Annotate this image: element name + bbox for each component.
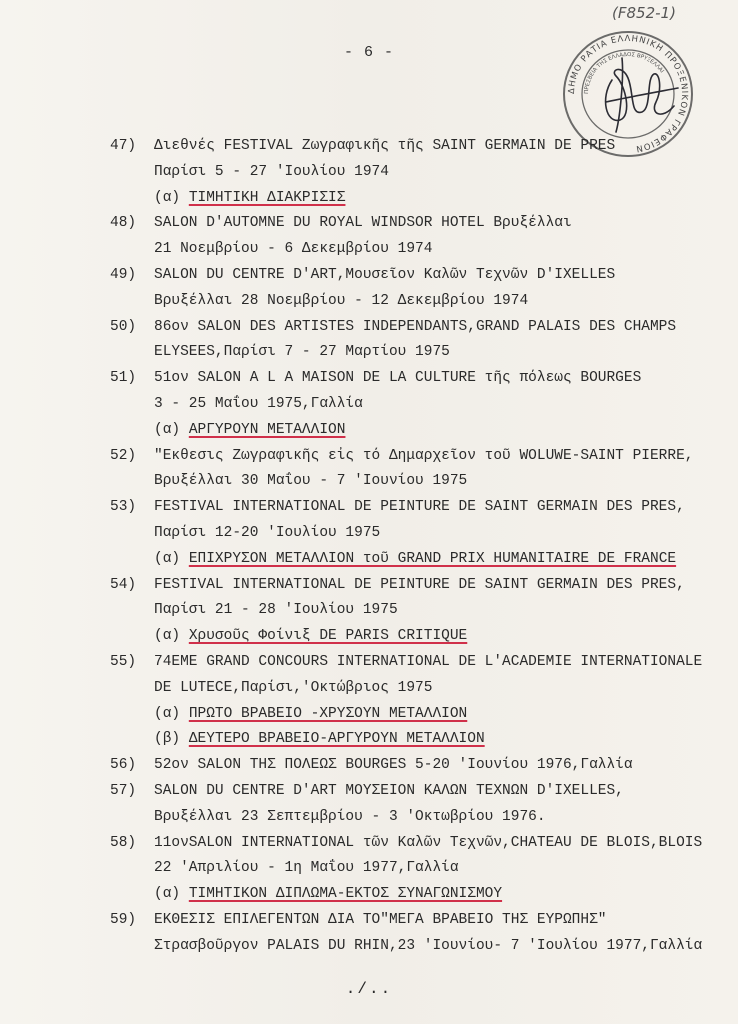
award-line xyxy=(110,186,720,212)
exhibition-entry xyxy=(110,444,720,470)
award-line xyxy=(110,624,720,650)
entry-number: 51) xyxy=(110,370,137,387)
award-label: (α) xyxy=(154,189,189,206)
exhibition-entry xyxy=(110,779,720,805)
entry-detail-line xyxy=(110,289,720,315)
entry-text: Βρυξέλλαι 30 Μαΐου - 7 'Ιουνίου 1975 xyxy=(154,473,468,490)
page-number: - 6 - xyxy=(343,44,394,61)
award-title: ΔΕΥΤΕΡΟ ΒΡΑΒΕΙΟ-ΑΡΓΥΡΟΥΝ ΜΕΤΑΛΛΙΟΝ xyxy=(188,731,485,748)
entry-text: 22 'Απριλίου - 1η Μαΐου 1977,Γαλλία xyxy=(154,860,459,877)
entry-detail-line xyxy=(110,160,720,186)
award-title: ΤΙΜΗΤΙΚΗ ΔΙΑΚΡΙΣΙΣ xyxy=(188,189,346,206)
entry-number: 52) xyxy=(110,447,137,464)
entry-text: DE LUTECE,Παρίσι,'Οκτώβριος 1975 xyxy=(154,679,433,696)
entry-detail-line xyxy=(110,856,720,882)
award-line xyxy=(110,702,720,728)
entry-text: Διεθνές FESTIVAL Ζωγραφικῆς τῆς SAINT GERMAIN DE PRES xyxy=(154,138,616,154)
exhibition-entry xyxy=(110,753,720,779)
entry-text: 3 - 25 Μαΐου 1975,Γαλλία xyxy=(154,395,363,412)
award-title: ΕΠΙΧΡΥΣΟΝ ΜΕΤΑΛΛΙΟΝ τοῦ GRAND PRIX HUMANITAIRE DE FRANCE xyxy=(188,550,677,567)
award-line xyxy=(110,418,720,444)
entry-text: FESTIVAL INTERNATIONAL DE PEINTURE DE SAINT GERMAIN DES PRES, xyxy=(154,576,685,593)
entry-number: 47) xyxy=(110,138,137,154)
entry-detail-line xyxy=(110,237,720,263)
exhibition-entry xyxy=(110,831,720,857)
entry-text: SALON DU CENTRE D'ART ΜΟΥΣΕΙΟΝ ΚΑΛΩΝ ΤΕΧΝΩΝ D'IXELLES, xyxy=(154,782,624,799)
award-line xyxy=(110,882,720,908)
entry-text: ELYSEES,Παρίσι 7 - 27 Μαρτίου 1975 xyxy=(154,344,450,361)
continuation-mark: ./.. xyxy=(345,980,393,998)
entry-text: Παρίσι 21 - 28 'Ιουλίου 1975 xyxy=(154,602,398,619)
exhibition-entry xyxy=(110,366,720,392)
award-label: (β) xyxy=(154,731,189,748)
award-label: (α) xyxy=(154,628,189,645)
entry-detail-line xyxy=(110,934,720,960)
entry-number: 55) xyxy=(110,653,137,670)
entry-number: 54) xyxy=(110,576,137,593)
award-line xyxy=(110,727,720,753)
award-label: (α) xyxy=(154,705,189,722)
award-label: (α) xyxy=(154,886,189,903)
entry-detail-line xyxy=(110,392,720,418)
entry-number: 57) xyxy=(110,782,137,799)
entry-number: 58) xyxy=(110,834,137,851)
exhibition-entry xyxy=(110,650,720,676)
entry-detail-line xyxy=(110,469,720,495)
entry-text: ΕΚΘΕΣΙΣ ΕΠΙΛΕΓΕΝΤΩΝ ΔΙΑ ΤΟ"ΜΕΓΑ ΒΡΑΒΕΙΟ ΤΗΣ ΕΥΡΩΠΗΣ" xyxy=(154,911,607,928)
entry-number: 50) xyxy=(110,318,137,335)
award-title: ΑΡΓΥΡΟΥΝ ΜΕΤΑΛΛΙΟΝ xyxy=(188,421,346,438)
entry-text: 51ον SALON A L A MAISON DE LA CULTURE τῆς πόλεως BOURGES xyxy=(154,370,642,387)
entry-text: Παρίσι 5 - 27 'Ιουλίου 1974 xyxy=(154,163,389,180)
exhibition-entry xyxy=(110,315,720,341)
entry-text: SALON DU CENTRE D'ART,Μουσεῖον Καλῶν Τεχνῶν D'IXELLES xyxy=(154,266,616,283)
entry-detail-line xyxy=(110,598,720,624)
exhibition-entry xyxy=(110,211,720,237)
entry-text: Βρυξέλλαι 28 Νοεμβρίου - 12 Δεκεμβρίου 1974 xyxy=(154,292,529,309)
award-label: (α) xyxy=(154,421,189,438)
exhibition-entry xyxy=(110,908,720,934)
exhibition-entry xyxy=(110,263,720,289)
exhibition-entry xyxy=(110,134,720,160)
exhibition-entry xyxy=(110,573,720,599)
entry-detail-line xyxy=(110,521,720,547)
entry-number: 48) xyxy=(110,215,137,232)
entry-number: 49) xyxy=(110,266,137,283)
entry-number: 56) xyxy=(110,757,137,774)
stamp-ring-text: ΔΗΜΟ ΡΑΤΙΑ ΕΛΛΗΝΙΚΗ ΠΡΟΞΕΝΙΚΟΝ ΓΡΑΦΕΙΟΝ xyxy=(566,33,690,154)
entry-text: FESTIVAL INTERNATIONAL DE PEINTURE DE SAINT GERMAIN DES PRES, xyxy=(154,499,685,516)
entry-text: SALON D'AUTOMNE DU ROYAL WINDSOR HOTEL Βρυξέλλαι xyxy=(154,215,572,232)
stamp-center-text: ΠΡΕΣΒΕΙΑ ΤΗΣ ΕΛΛΑΔΟΣ ΒΡΥΞΕΛΛΑΙ xyxy=(583,51,665,95)
award-title: ΠΡΩΤΟ ΒΡΑΒΕΙΟ -ΧΡΥΣΟΥΝ ΜΕΤΑΛΛΙΟΝ xyxy=(188,705,468,722)
signature-icon xyxy=(606,58,678,132)
award-line xyxy=(110,547,720,573)
entry-detail-line xyxy=(110,676,720,702)
entry-text: "Εκθεσις Ζωγραφικῆς εἰς τό Δημαρχεῖον τοῦ WOLUWE-SAINT PIERRE, xyxy=(154,447,694,464)
entry-number: 59) xyxy=(110,911,137,928)
entry-text: 74EME GRAND CONCOURS INTERNATIONAL DE L'ACADEMIE INTERNATIONALE xyxy=(154,653,703,670)
entry-detail-line xyxy=(110,805,720,831)
award-title: Χρυσοῦς Φοίνιξ DE PARIS CRITIQUE xyxy=(188,628,468,645)
entry-text: 52ον SALON ΤΗΣ ΠΟΛΕΩΣ BOURGES 5-20 'Ιουνίου 1976,Γαλλία xyxy=(154,757,633,774)
entry-text: Βρυξέλλαι 23 Σεπτεμβρίου - 3 'Οκτωβρίου 1976. xyxy=(154,808,546,825)
entry-text: Στρασβοῦργον PALAIS DU RHIN,23 'Ιουνίου- 7 'Ιουλίου 1977,Γαλλία xyxy=(154,937,703,954)
entry-text: 86ον SALON DES ARTISTES INDEPENDANTS,GRAND PALAIS DES CHAMPS xyxy=(154,318,677,335)
archive-reference: (F852-1) xyxy=(612,4,676,22)
entry-text: 21 Νοεμβρίου - 6 Δεκεμβρίου 1974 xyxy=(154,241,433,258)
entry-text: 11ονSALON INTERNATIONAL τῶν Καλῶν Τεχνῶν,CHATEAU DE BLOIS,BLOIS xyxy=(154,834,703,851)
award-title: ΤΙΜΗΤΙΚΟΝ ΔΙΠΛΩΜΑ-ΕΚΤΟΣ ΣΥΝΑΓΩΝΙΣΜΟΥ xyxy=(188,886,503,903)
entry-detail-line xyxy=(110,340,720,366)
exhibition-entry xyxy=(110,495,720,521)
entry-number: 53) xyxy=(110,499,137,516)
exhibitions-list xyxy=(110,134,720,960)
award-label: (α) xyxy=(154,550,189,567)
entry-text: Παρίσι 12-20 'Ιουλίου 1975 xyxy=(154,524,381,541)
